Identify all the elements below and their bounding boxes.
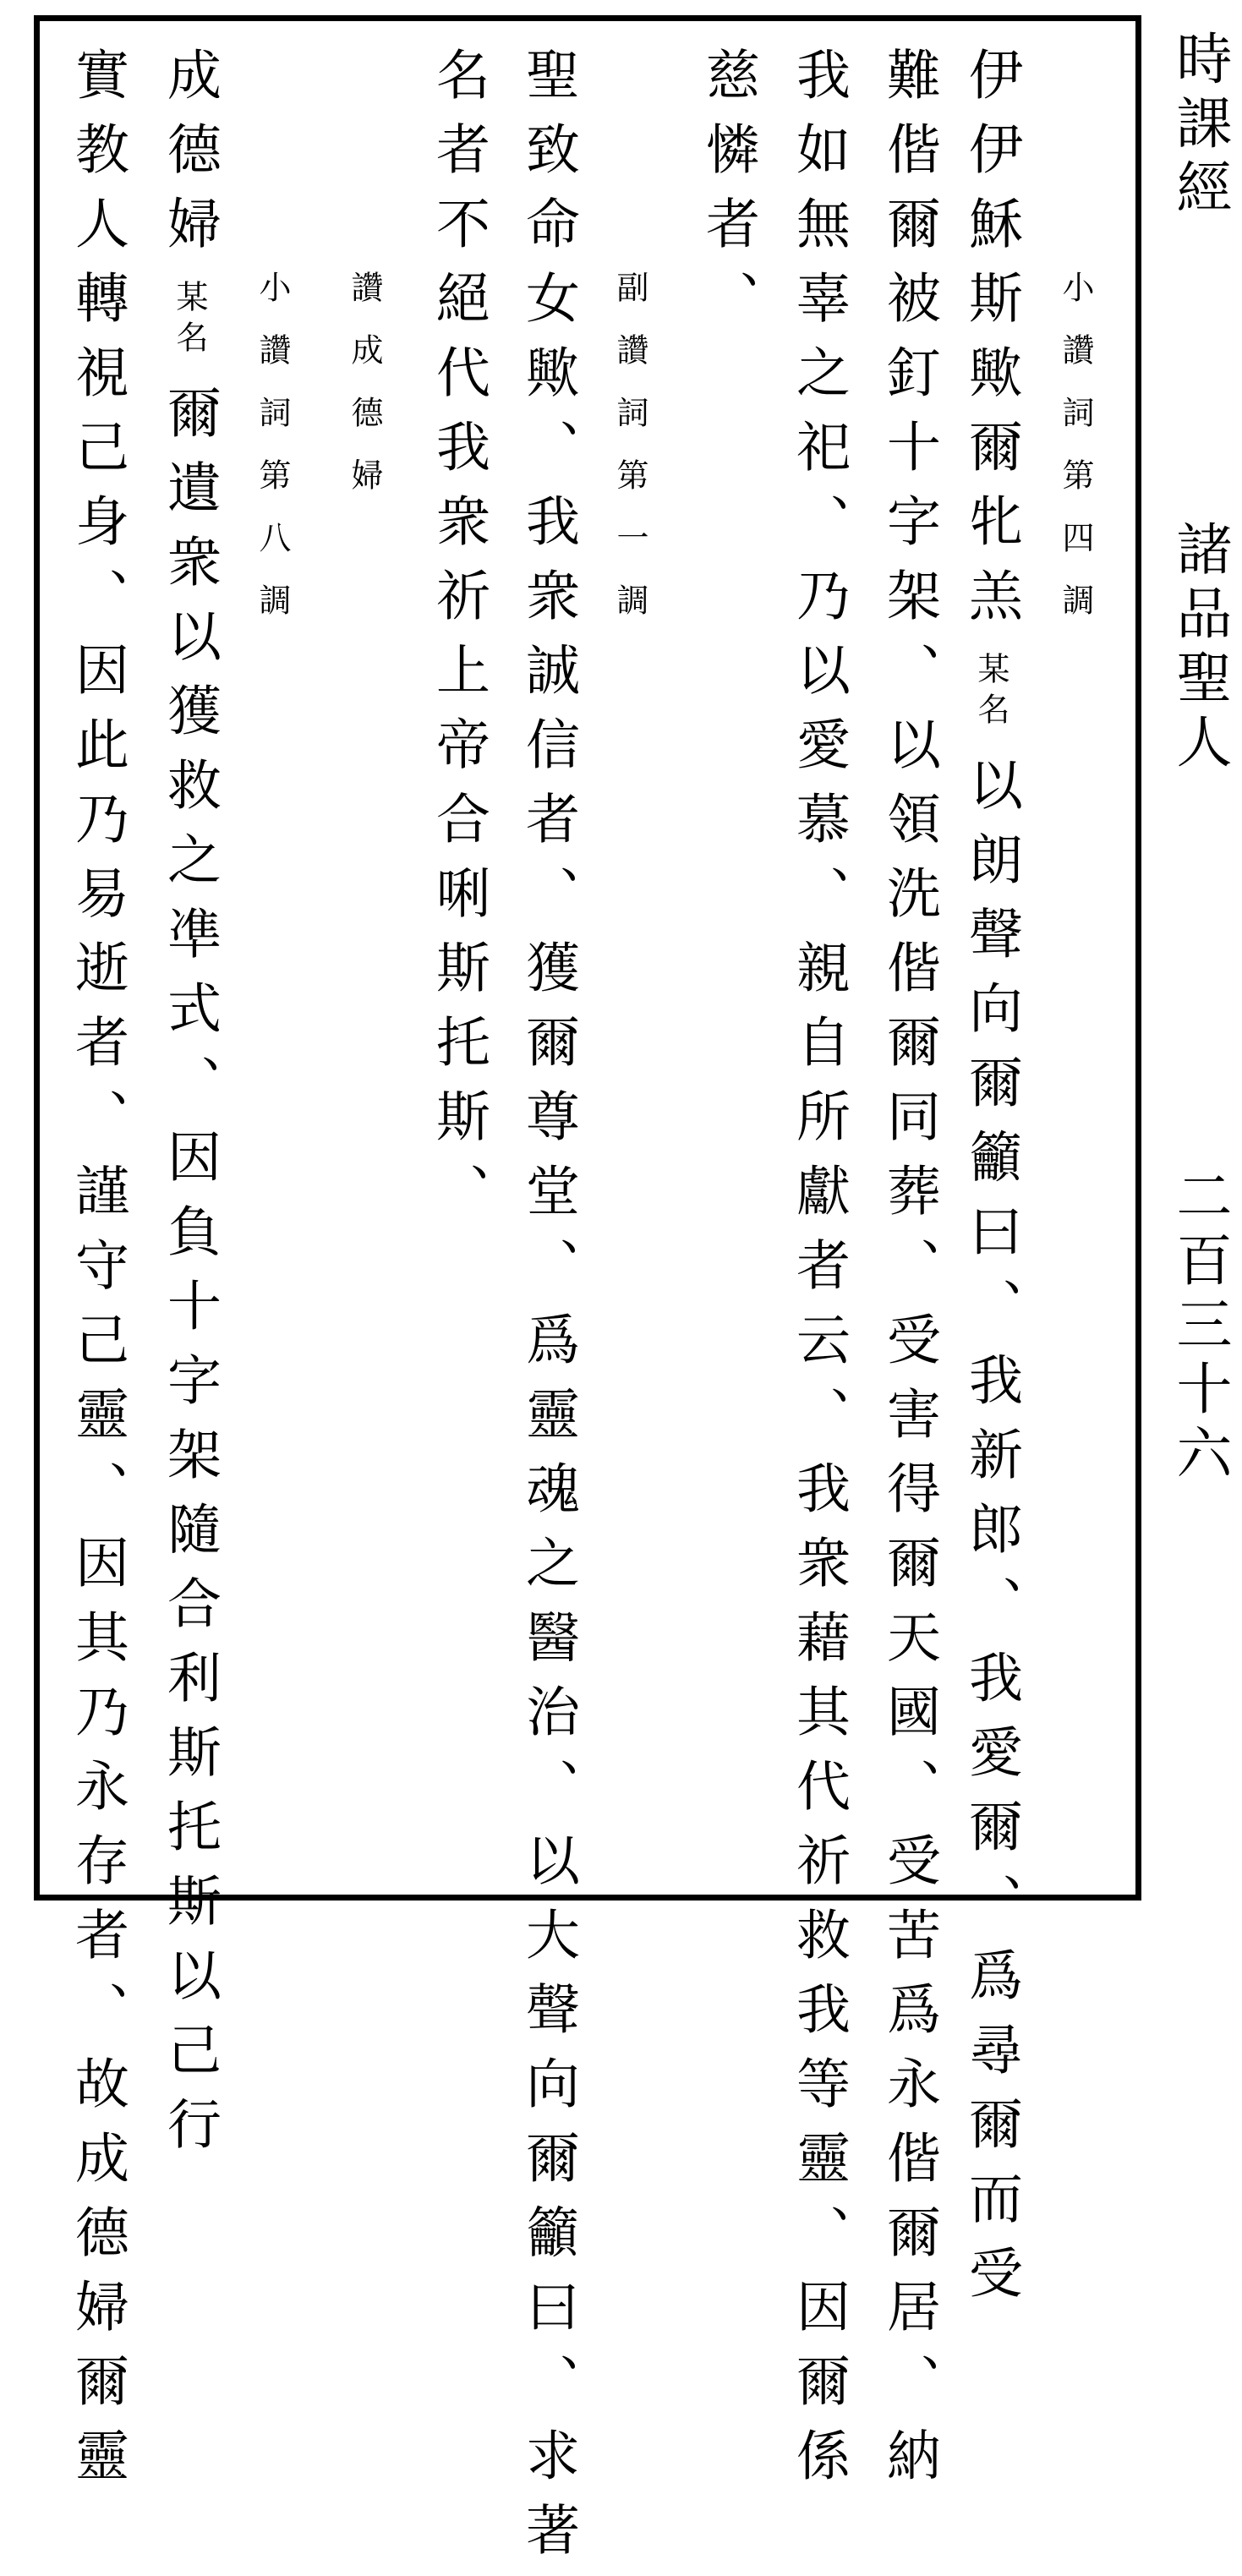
heading-small-hymn-tone8: 小讚詞第八調 (254, 271, 291, 646)
text-column-11 (158, 46, 221, 2170)
text-column-4: 我如無辜之祀、乃以愛慕、親自所獻者云、我衆藉其代祈救我等靈、因爾係 (787, 46, 850, 2502)
page-number: 二百三十六 (1167, 1167, 1232, 1488)
heading-small-hymn-tone4: 小讚詞第四調 (1057, 271, 1094, 646)
text-column-7: 聖致命女歟、我衆誠信者、獲爾尊堂、爲靈魂之醫治、以大聲向爾籲曰、求著 (517, 46, 579, 2576)
heading-sub-hymn-tone1: 副讚詞第一調 (611, 271, 648, 646)
text-column-12: 實教人轉視己身、因此乃易逝者、謹守己靈、因其乃永存者、故成德婦爾靈 (66, 46, 129, 2502)
text-column-2 (960, 46, 1022, 2319)
text-column-5: 慈憐者、 (697, 46, 759, 344)
book-title: 時課經 (1167, 30, 1232, 222)
section-title: 諸品聖人 (1167, 520, 1232, 777)
text-column-2-prefix: 伊伊穌斯歟爾牝羔 (960, 46, 1022, 642)
name-placeholder-note-2: 某名 (171, 280, 208, 361)
text-column-11-suffix: 爾遺衆以獲救之凖式、因負十字架隨合利斯托斯以己行 (158, 385, 221, 2170)
text-column-2-suffix: 以朗聲向爾籲曰、我新郎、我愛爾、爲尋爾而受 (960, 757, 1022, 2319)
text-column-3: 難偕爾被釘十字架、以領洗偕爾同葬、受害得爾天國、受苦爲永偕爾居、納 (878, 46, 940, 2502)
text-column-8: 名者不絕代我衆祈上帝合唎斯托斯、 (427, 46, 490, 1237)
text-column-11-prefix: 成德婦 (158, 46, 221, 270)
name-placeholder-note: 某名 (972, 652, 1009, 733)
heading-praise-virtuous-woman: 讚成德婦 (346, 271, 383, 521)
